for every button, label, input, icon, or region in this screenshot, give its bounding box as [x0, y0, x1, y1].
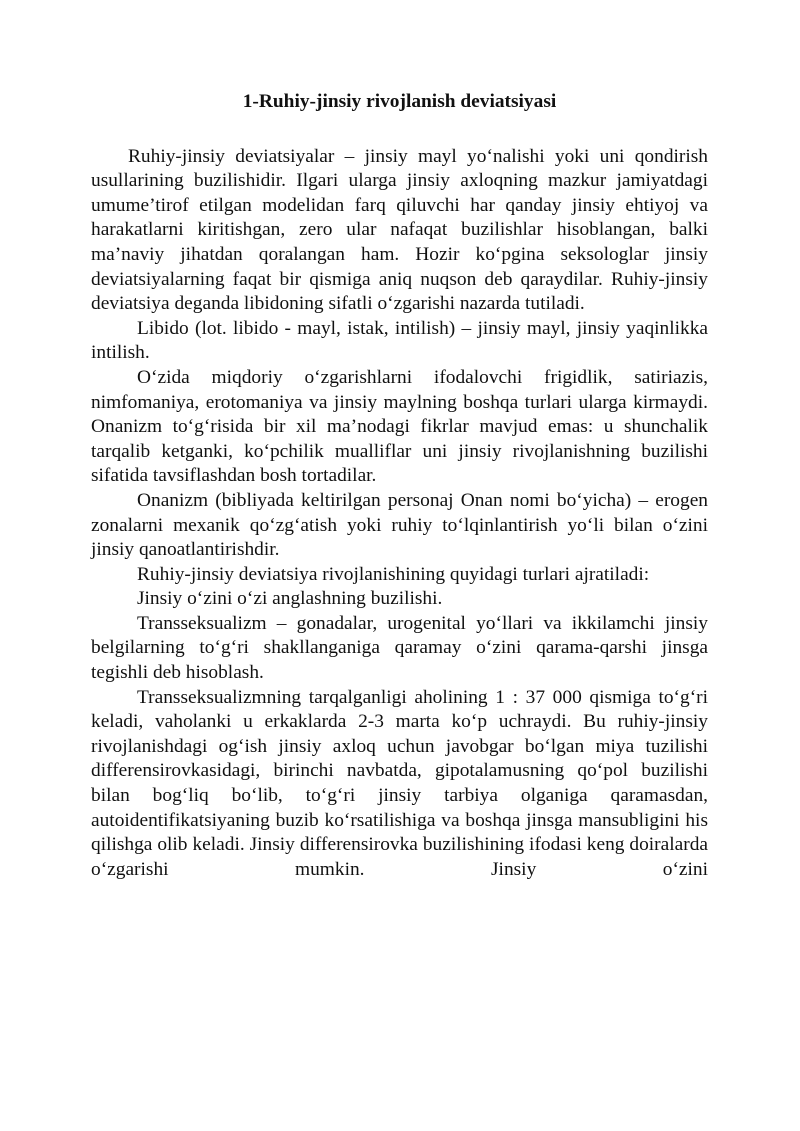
paragraph-3: O‘zida miqdoriy o‘zgarishlarni ifodalovchi frigidlik, satiriazis, nimfomaniya, erotomaniya va jinsiy maylning boshqa turlari ularga kirmaydi. Onanizm to‘g‘risida bir xil ma’nodagi fikrlar mavjud emas: u shunchalik tarqalib ketganki, ko‘pchilik mualliflar uni jinsiy rivojlanishning buzilishi sifatida tavsiflashdan bosh tortadilar.	[91, 366, 708, 487]
paragraph-7: Transseksualizm – gonadalar, urogenital yo‘llari va ikkilamchi jinsiy belgilarning to‘g‘ri shakllanganiga qaramay o‘zini qarama-qarshi jinsga tegishli deb hisoblash.	[91, 612, 708, 684]
document-page	[91, 90, 708, 882]
paragraph-8: Transseksualizmning tarqalganligi aholining 1 : 37 000 qismiga to‘g‘ri keladi, vaholanki u erkaklarda 2-3 marta ko‘p uchraydi. Bu ruhiy-jinsiy rivojlanishdagi og‘ish jinsiy axloq uchun javobgar bo‘lgan miya tuzilishi differensirovkasidagi, birinchi navbatda, gipotalamusning qo‘pol buzilishi bilan bog‘liq bo‘lib, to‘g‘ri jinsiy tarbiya olganiga qaramasdan, autoidentifikatsiyaning buzib ko‘rsatilishiga va boshqa jinsga mansubligini his qilishga olib keladi. Jinsiy differensirovka buzilishining ifodasi keng doiralarda o‘zgarishi mumkin. Jinsiy o‘zini	[91, 686, 708, 880]
paragraph-2: Libido (lot. libido - mayl, istak, intilish) – jinsiy mayl, jinsiy yaqinlikka intilish.	[91, 317, 708, 364]
paragraph-5: Ruhiy-jinsiy deviatsiya rivojlanishining quyidagi turlari ajratiladi:	[137, 563, 650, 585]
document-title: 1-Ruhiy-jinsiy rivojlanish deviatsiyasi	[242, 91, 557, 112]
paragraph-6: Jinsiy o‘zini o‘zi anglashning buzilishi.	[137, 588, 443, 610]
paragraph-4: Onanizm (bibliyada keltirilgan personaj Onan nomi bo‘yicha) – erogen zonalarni mexanik qo‘zg‘atish yoki ruhiy to‘lqinlantirish yo‘li bilan o‘zini jinsiy qanoatlantirishdir.	[91, 489, 708, 561]
paragraph-1: Ruhiy-jinsiy deviatsiyalar – jinsiy mayl yo‘nalishi yoki uni qondirish usullarining buzilishidir. Ilgari ularga jinsiy axloqning mazkur jamiyatdagi umume’tirof etilgan modelidan farq qiluvchi har qanday jinsiy ehtiyoj va harakatlarni kiritishgan, zero ular nafaqat buzilishlar hisoblangan, balki ma’naviy jihatdan qoralangan ham. Hozir ko‘pgina seksologlar jinsiy deviatsiyalarning faqat bir qismiga aniq nuqson deb qaraydilar. Ruhiy-jinsiy deviatsiya deganda libidoning sifatli o‘zgarishi nazarda tutiladi.	[91, 145, 708, 315]
